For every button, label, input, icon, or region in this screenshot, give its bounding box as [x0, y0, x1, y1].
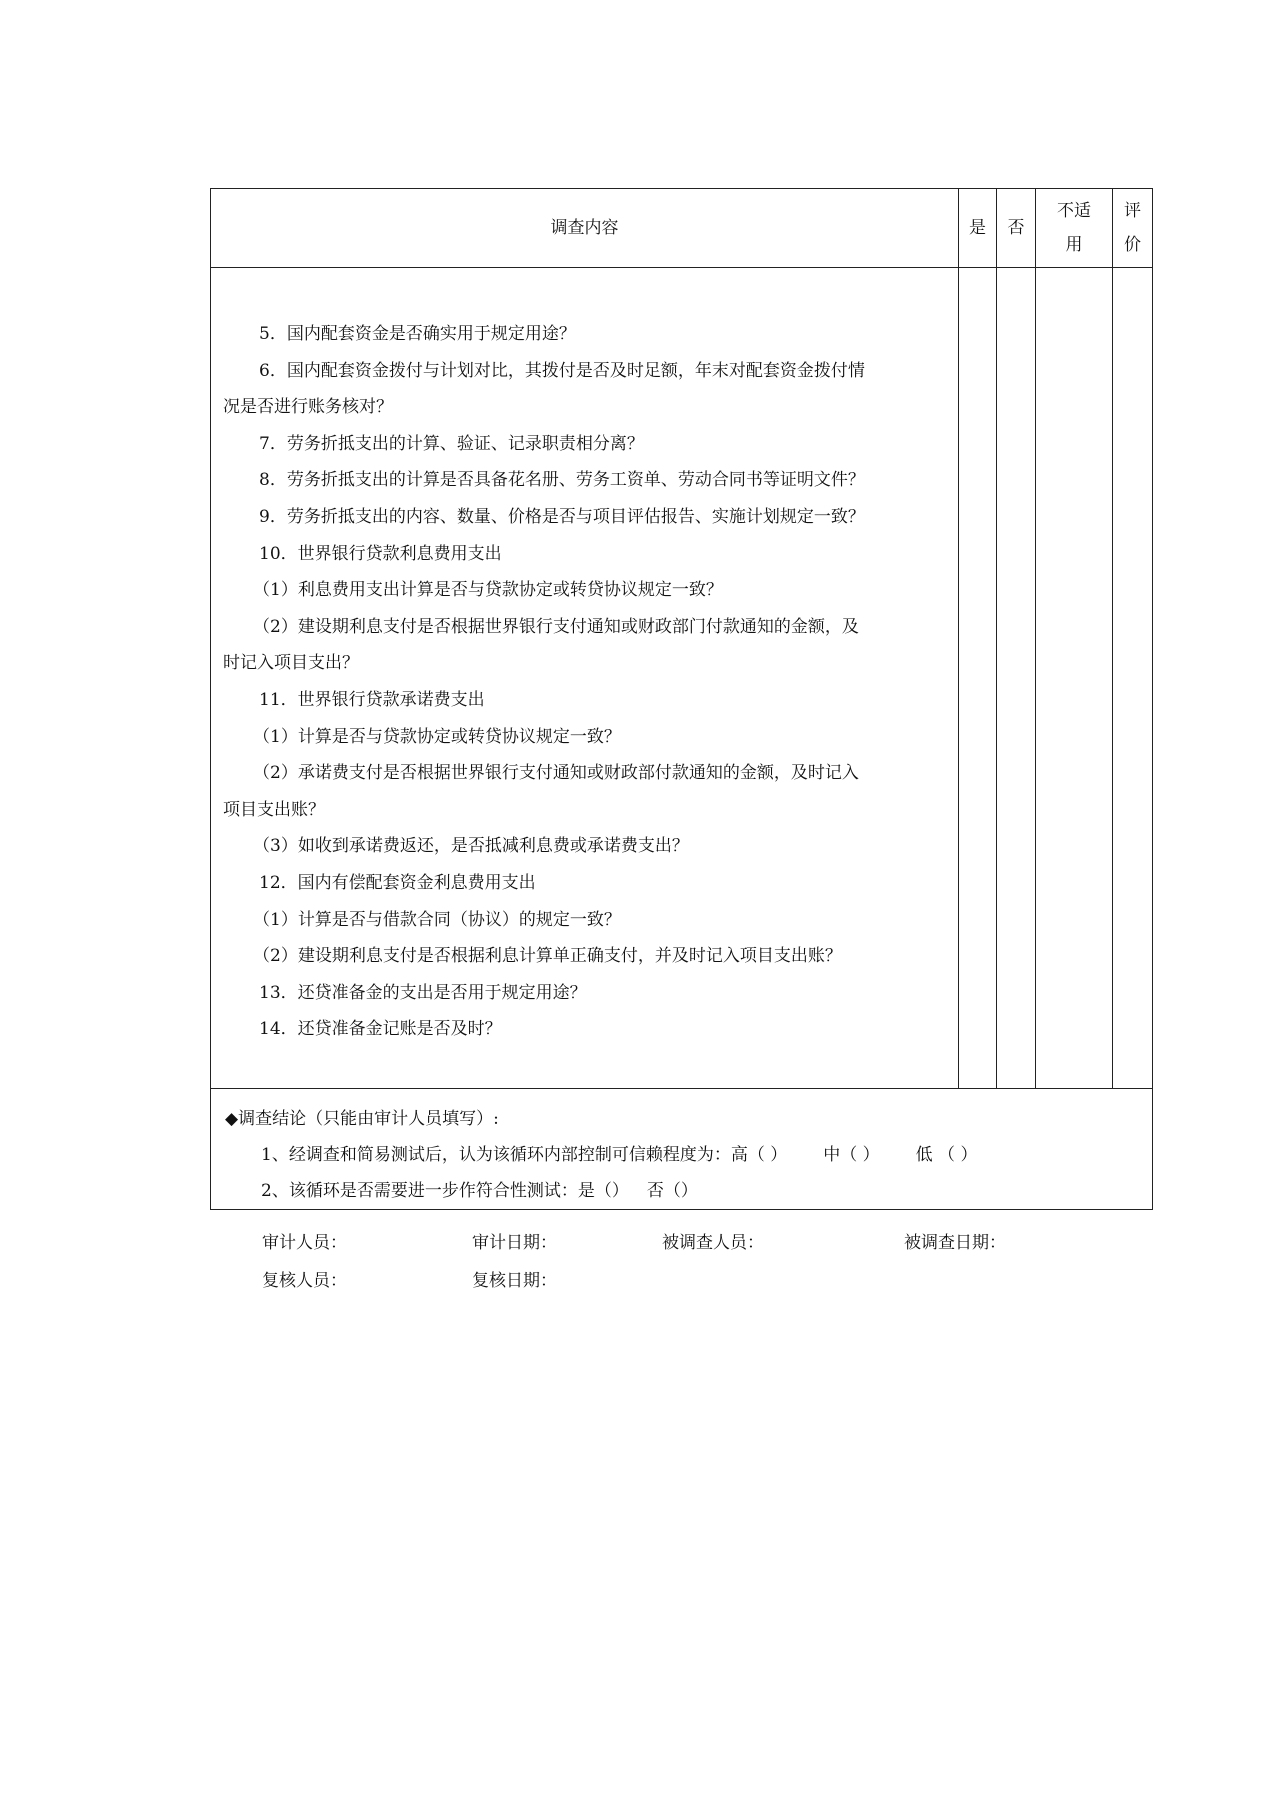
reliability-question: 1、经调查和简易测试后，认为该循环内部控制可信赖程度为：	[261, 1145, 731, 1165]
audit-date-field[interactable]: 审计日期：	[472, 1233, 557, 1253]
signature-row-1	[262, 1224, 1122, 1262]
list-item: 9．劳务折抵支出的内容、数量、价格是否与项目评估报告、实施计划规定一致？	[259, 506, 865, 527]
list-item: （1）计算是否与贷款协定或转贷协议规定一致？	[253, 726, 621, 747]
header-evaluation	[1113, 189, 1153, 268]
header-not-applicable	[1036, 189, 1113, 268]
survey-items-cell	[211, 268, 959, 1089]
list-item: 7．劳务折抵支出的计算、验证、记录职责相分离？	[259, 433, 644, 454]
header-eval-line1: 评	[1124, 201, 1141, 221]
survey-form	[210, 188, 1152, 1210]
header-content: 调查内容	[211, 189, 959, 268]
survey-table	[210, 188, 1153, 1210]
header-na-line1: 不适	[1057, 201, 1091, 221]
table-header-row	[211, 189, 1153, 268]
content-row	[211, 268, 1153, 1089]
option-mid[interactable]: 中（ ）	[823, 1145, 880, 1165]
further-test-question: 2、该循环是否需要进一步作符合性测试：	[261, 1181, 578, 1201]
option-no[interactable]: 否（）	[646, 1181, 698, 1201]
reviewer-field[interactable]: 复核人员：	[262, 1271, 347, 1291]
list-item: （2）承诺费支付是否根据世界银行支付通知或财政部付款通知的金额，及时记入	[253, 763, 859, 784]
conclusion-title: ◆调查结论（只能由审计人员填写）:	[225, 1109, 499, 1129]
header-na-line2: 用	[1065, 235, 1083, 255]
list-item: （1）利息费用支出计算是否与贷款协定或转贷协议规定一致？	[253, 580, 723, 601]
header-yes: 是	[959, 189, 997, 268]
list-item: 8．劳务折抵支出的计算是否具备花名册、劳务工资单、劳动合同书等证明文件？	[259, 470, 865, 491]
list-item: （2）建设期利息支付是否根据利息计算单正确支付，并及时记入项目支出账？	[253, 946, 842, 967]
conclusion-line-2	[225, 1173, 1138, 1209]
list-item: 时记入项目支出？	[223, 653, 359, 674]
evaluation-column-cell[interactable]	[1113, 268, 1153, 1089]
yes-column-cell[interactable]	[959, 268, 997, 1089]
conclusion-row	[211, 1089, 1153, 1210]
list-item: （1）计算是否与借款合同（协议）的规定一致？	[253, 909, 621, 930]
conclusion-cell	[211, 1089, 1153, 1210]
list-item: 6．国内配套资金拨付与计划对比，其拨付是否及时足额，年末对配套资金拨付情	[259, 360, 865, 381]
option-high[interactable]: 高（ ）	[730, 1145, 788, 1165]
review-date-field[interactable]: 复核日期：	[472, 1271, 557, 1291]
survey-items	[211, 268, 958, 1048]
no-column-cell[interactable]	[997, 268, 1036, 1089]
conclusion-section	[211, 1089, 1152, 1209]
list-item: 况是否进行账务核对？	[223, 397, 393, 418]
header-no: 否	[997, 189, 1036, 268]
list-item: 12．国内有偿配套资金利息费用支出	[259, 872, 536, 893]
signature-area	[262, 1224, 1122, 1300]
na-column-cell[interactable]	[1036, 268, 1113, 1089]
list-item: （2）建设期利息支付是否根据世界银行支付通知或财政部门付款通知的金额，及	[253, 616, 859, 637]
list-item: 10．世界银行贷款利息费用支出	[259, 543, 502, 564]
list-item: 项目支出账？	[223, 799, 325, 820]
header-eval-line2: 价	[1124, 235, 1141, 255]
list-item: 13．还贷准备金的支出是否用于规定用途？	[259, 982, 587, 1003]
list-item: 11．世界银行贷款承诺费支出	[259, 689, 485, 710]
list-item: 14．还贷准备金记账是否及时？	[259, 1019, 502, 1040]
auditee-date-field[interactable]: 被调查日期：	[904, 1233, 1006, 1253]
list-item: 5．国内配套资金是否确实用于规定用途？	[259, 324, 576, 344]
auditee-field[interactable]: 被调查人员：	[662, 1233, 764, 1253]
signature-row-2	[262, 1262, 1122, 1300]
option-yes[interactable]: 是（）	[577, 1181, 629, 1201]
option-low[interactable]: 低 （ ）	[915, 1145, 978, 1165]
auditor-field[interactable]: 审计人员：	[262, 1233, 347, 1253]
conclusion-line-1	[225, 1137, 1138, 1173]
list-item: （3）如收到承诺费返还，是否抵减利息费或承诺费支出？	[253, 836, 689, 857]
